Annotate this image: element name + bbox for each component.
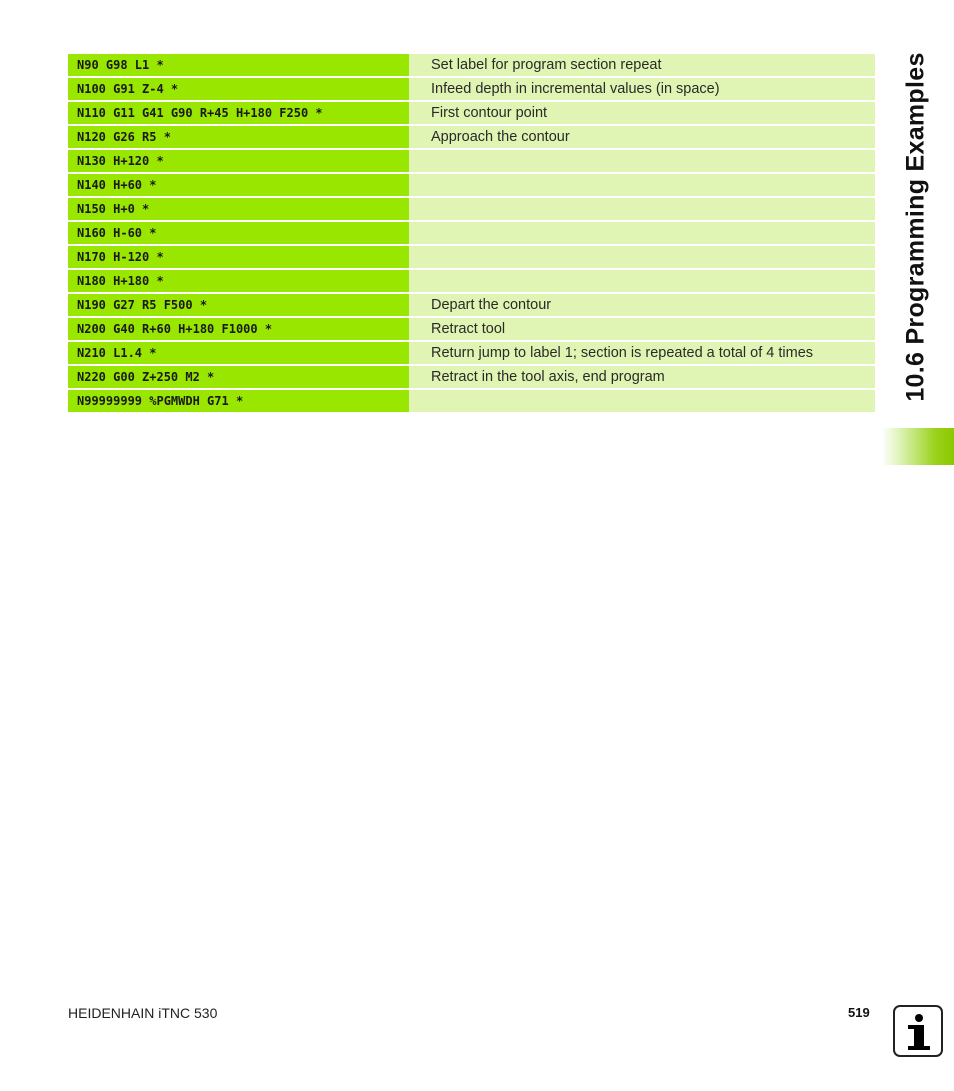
- info-icon: [893, 1005, 943, 1057]
- description-cell: [409, 198, 875, 220]
- table-row: [68, 198, 875, 220]
- code-cell: N220 G00 Z+250 M2 *: [68, 366, 409, 388]
- description-cell: Set label for program section repeat: [409, 54, 875, 76]
- table-row: [68, 78, 875, 100]
- description-cell: [409, 270, 875, 292]
- table-row: [68, 222, 875, 244]
- table-row: [68, 126, 875, 148]
- section-title: [888, 51, 944, 402]
- table-row: [68, 390, 875, 412]
- code-cell: N90 G98 L1 *: [68, 54, 409, 76]
- description-cell: [409, 246, 875, 268]
- description-cell: Return jump to label 1; section is repeated a total of 4 times: [409, 342, 875, 364]
- info-icon-serif-bottom: [908, 1046, 930, 1050]
- code-cell: N130 H+120 *: [68, 150, 409, 172]
- description-cell: [409, 150, 875, 172]
- code-cell: N180 H+180 *: [68, 270, 409, 292]
- table-row: [68, 102, 875, 124]
- code-cell: N170 H-120 *: [68, 246, 409, 268]
- description-cell: Infeed depth in incremental values (in space): [409, 78, 875, 100]
- info-icon-dot: [915, 1014, 923, 1022]
- description-cell: Retract in the tool axis, end program: [409, 366, 875, 388]
- code-cell: N190 G27 R5 F500 *: [68, 294, 409, 316]
- description-cell: Approach the contour: [409, 126, 875, 148]
- code-cell: N120 G26 R5 *: [68, 126, 409, 148]
- code-cell: N210 L1.4 *: [68, 342, 409, 364]
- description-cell: Retract tool: [409, 318, 875, 340]
- table-row: [68, 270, 875, 292]
- table-row: [68, 342, 875, 364]
- table-row: [68, 174, 875, 196]
- table-row: [68, 246, 875, 268]
- code-cell: N110 G11 G41 G90 R+45 H+180 F250 *: [68, 102, 409, 124]
- code-cell: N160 H-60 *: [68, 222, 409, 244]
- chapter-tab: [882, 428, 954, 465]
- description-cell: First contour point: [409, 102, 875, 124]
- table-row: [68, 366, 875, 388]
- table-row: [68, 294, 875, 316]
- description-cell: [409, 174, 875, 196]
- program-table: [68, 54, 875, 414]
- code-cell: N140 H+60 *: [68, 174, 409, 196]
- code-cell: N100 G91 Z-4 *: [68, 78, 409, 100]
- description-cell: [409, 390, 875, 412]
- table-row: [68, 150, 875, 172]
- code-cell: N150 H+0 *: [68, 198, 409, 220]
- description-cell: Depart the contour: [409, 294, 875, 316]
- page-number: 519: [848, 1005, 870, 1020]
- section-title-text: 10.6 Programming Examples: [901, 51, 930, 402]
- code-cell: N200 G40 R+60 H+180 F1000 *: [68, 318, 409, 340]
- table-row: [68, 318, 875, 340]
- code-cell: N99999999 %PGMWDH G71 *: [68, 390, 409, 412]
- footer-product: HEIDENHAIN iTNC 530: [68, 1005, 218, 1021]
- table-row: [68, 54, 875, 76]
- description-cell: [409, 222, 875, 244]
